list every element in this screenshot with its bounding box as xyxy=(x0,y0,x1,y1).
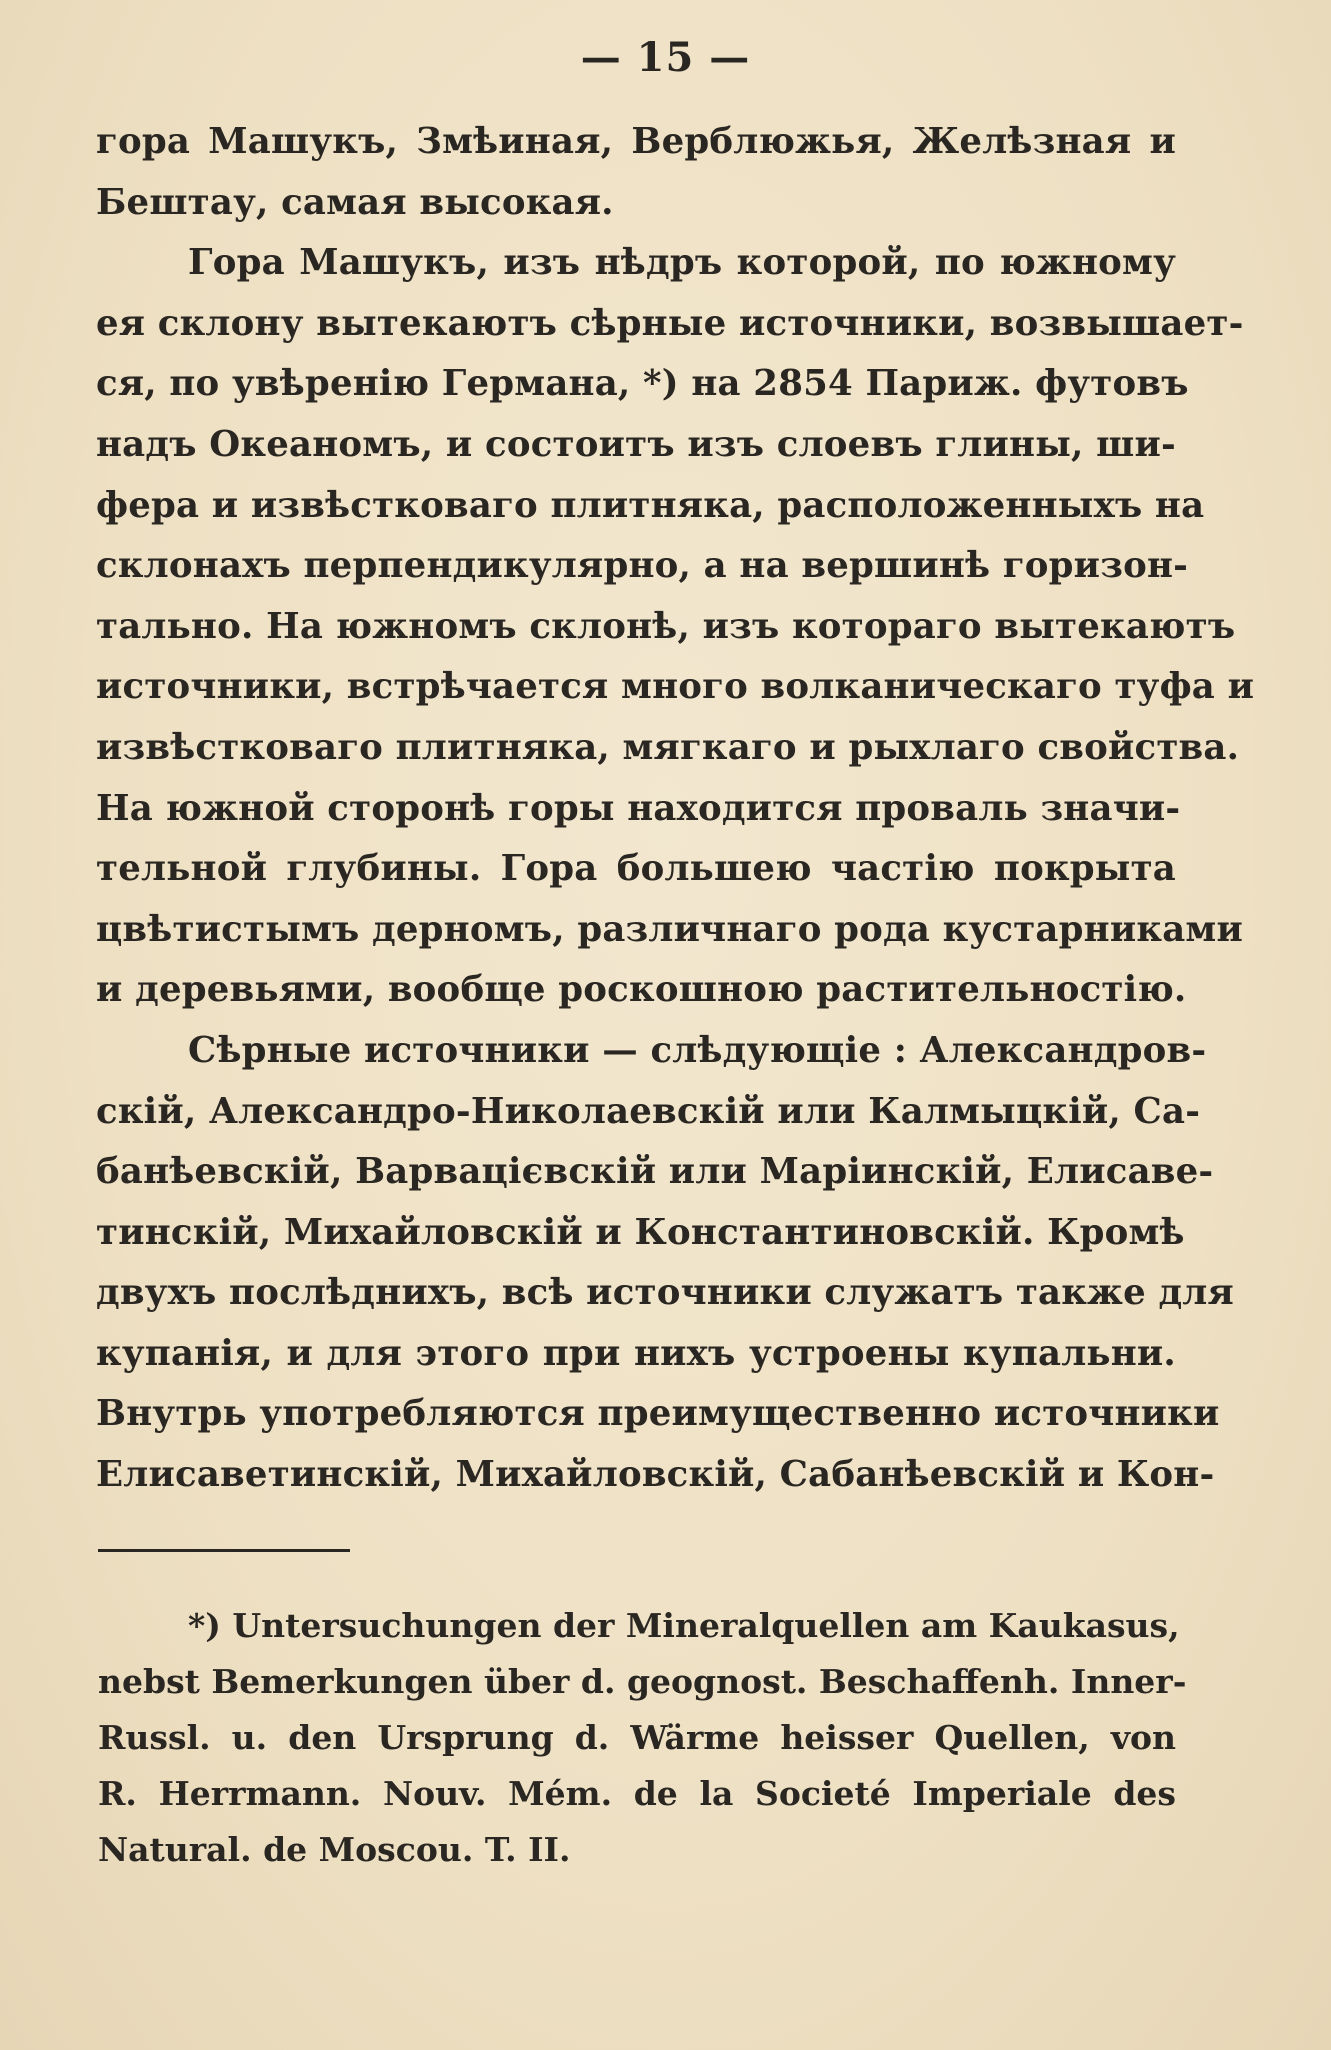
body-line: Гора Машукъ, изъ нѣдръ которой, по южному xyxy=(188,242,1176,284)
body-line: ея склону вытекаютъ сѣрные источники, возвышает- xyxy=(96,302,1244,344)
body-line: извѣстковаго плитняка, мягкаго и рыхлаго свойства. xyxy=(96,726,1240,768)
body-line: надъ Океаномъ, и состоитъ изъ слоевъ глины, ши- xyxy=(96,423,1176,465)
body-line: и деревьями, вообще роскошною растительностію. xyxy=(96,969,1187,1011)
body-line: На южной сторонѣ горы находится проваль значи- xyxy=(96,787,1181,829)
footnote-line: Natural. de Moscou. T. II. xyxy=(98,1830,571,1869)
body-line: банѣевскій, Варвацієвскій или Маріинскій, Елисаве- xyxy=(96,1151,1214,1193)
body-line: склонахъ перпендикулярно, а на вершинѣ горизон- xyxy=(96,545,1189,587)
body-line: скій, Александро-Николаевскій или Калмыцкій, Са- xyxy=(96,1090,1201,1132)
footnote-line: R. Herrmann. Nouv. Mém. de la Societé Imperiale des xyxy=(98,1774,1176,1813)
footnote-line: nebst Bemerkungen über d. geognost. Beschaffenh. Inner- xyxy=(98,1662,1187,1701)
body-line: тинскій, Михайловскій и Константиновскій. Кромѣ xyxy=(96,1211,1185,1253)
body-line: гора Машукъ, Змѣиная, Верблюжья, Желѣзная и xyxy=(96,121,1176,162)
body-line: тельной глубины. Гора большею частію покрыта xyxy=(96,848,1176,890)
body-line: цвѣтистымъ дерномъ, различнаго рода кустарниками xyxy=(96,908,1243,950)
footnote-line: *) Untersuchungen der Mineralquellen am Kaukasus, xyxy=(188,1606,1180,1645)
body-line: источники, встрѣчается много волканическаго туфа и xyxy=(96,666,1255,708)
footnote-line: Russl. u. den Ursprung d. Wärme heisser Quellen, von xyxy=(98,1718,1176,1757)
body-line: ся, по увѣренію Германа, *) на 2854 Париж. футовъ xyxy=(96,363,1189,405)
footnote-divider xyxy=(98,1549,350,1552)
body-line: купанія, и для этого при нихъ устроены купальни. xyxy=(96,1332,1176,1374)
page-number: — 15 — xyxy=(580,34,751,81)
body-line: двухъ послѣднихъ, всѣ источники служатъ также для xyxy=(96,1272,1234,1314)
footnote xyxy=(98,1598,1187,1878)
body-text xyxy=(96,112,1255,1506)
body-line: Внутрь употребляются преимущественно источники xyxy=(96,1393,1220,1435)
body-line: Бештау, самая высокая. xyxy=(96,181,614,223)
body-line: Елисаветинскій, Михайловскій, Сабанѣевскій и Кон- xyxy=(96,1454,1215,1496)
body-line: фера и извѣстковаго плитняка, расположенныхъ на xyxy=(96,484,1205,526)
body-line: Сѣрные источники — слѣдующіе : Александров- xyxy=(188,1029,1207,1071)
body-line: тально. На южномъ склонѣ, изъ котораго вытекаютъ xyxy=(96,605,1236,647)
